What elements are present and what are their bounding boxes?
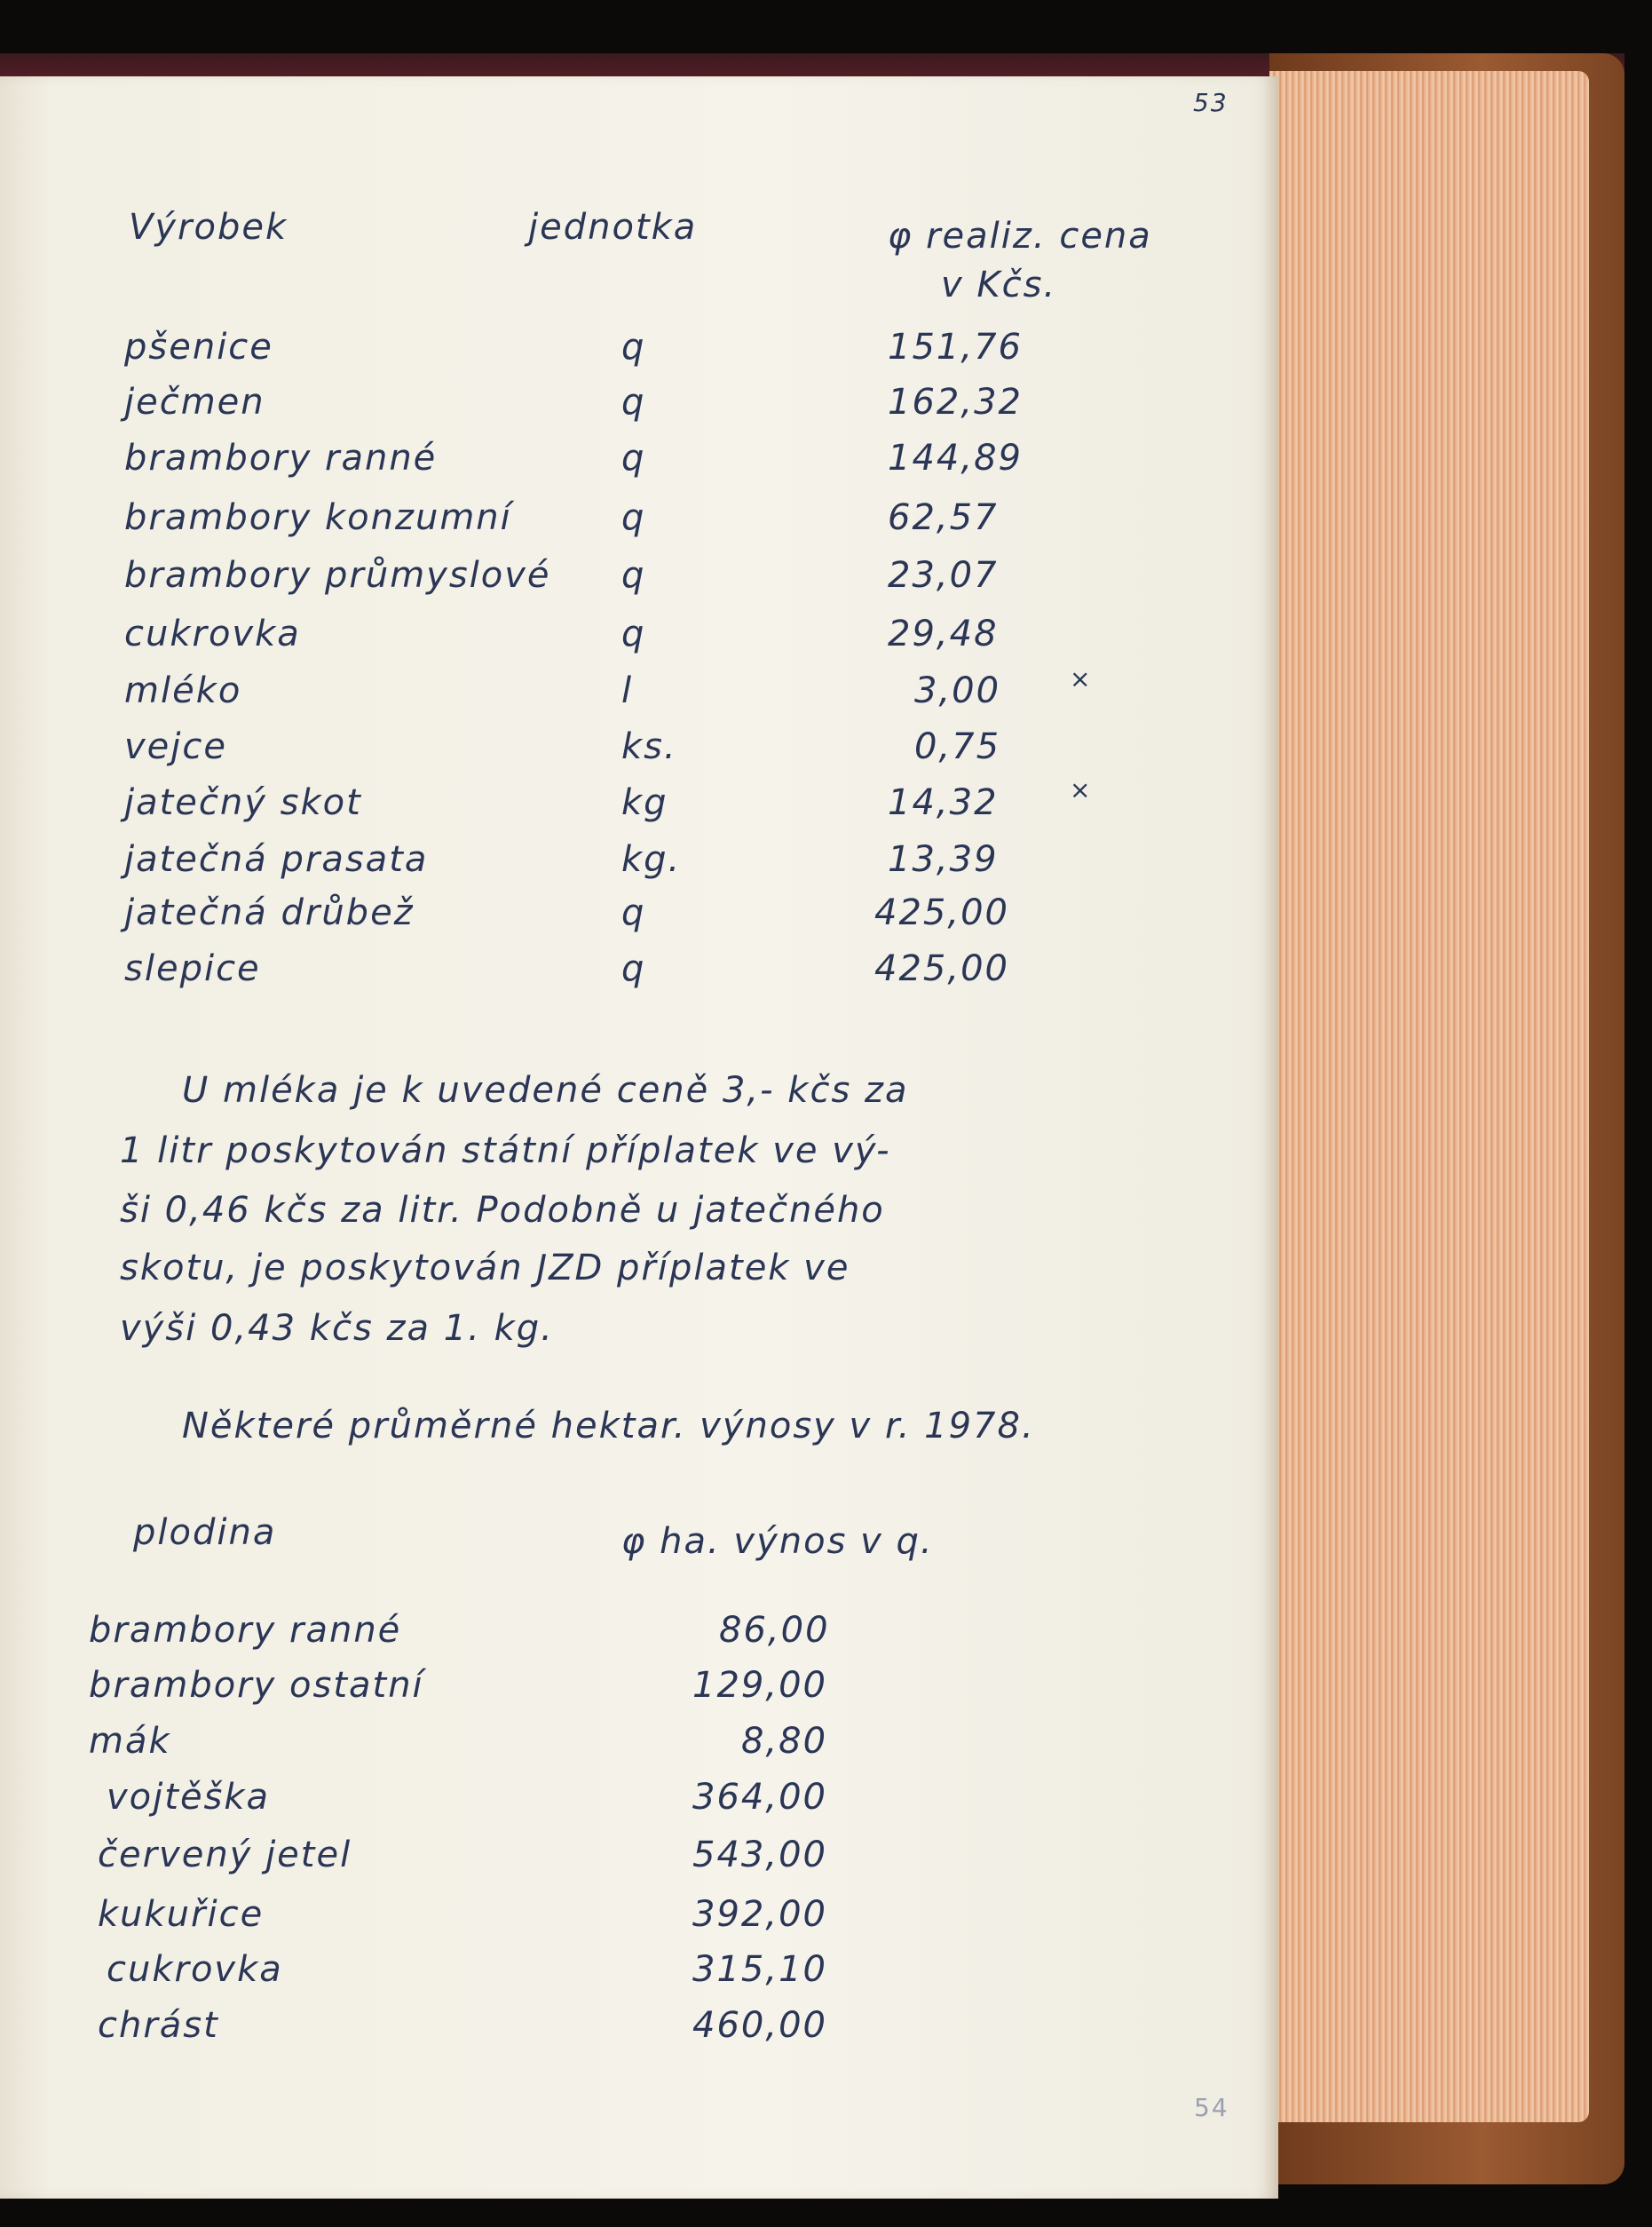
row-price: 23,07 [888, 555, 999, 596]
row-product: vejce [124, 726, 227, 767]
row-price: 425,00 [874, 892, 1009, 933]
row-product: jatečná drůbež [124, 892, 415, 933]
row-product: jatečný skot [124, 782, 362, 823]
yield-row-crop: červený jetel [98, 1835, 352, 1875]
paragraph-line: U mléka je k uvedené ceně 3,- kčs za [182, 1070, 909, 1111]
yield-row-crop: mák [89, 1721, 171, 1762]
yield-row-value: 129,00 [692, 1665, 827, 1706]
yield-row-value: 460,00 [692, 2005, 827, 2046]
page-number: 53 [1193, 88, 1229, 117]
yield-row-value: 364,00 [692, 1777, 827, 1818]
row-product: mléko [124, 670, 242, 711]
row-product: jatečná prasata [124, 839, 429, 880]
yield-row-crop: brambory ranné [89, 1610, 402, 1651]
row-unit: q [621, 892, 646, 933]
row-product: cukrovka [124, 614, 301, 654]
row-unit: q [621, 614, 646, 654]
yield-row-crop: chrást [98, 2005, 219, 2046]
paragraph-line: 1 litr poskytován státní příplatek ve vý- [120, 1130, 891, 1171]
paragraph-line: skotu, je poskytován JZD příplatek ve [120, 1248, 850, 1288]
header-product: Výrobek [129, 207, 289, 248]
yield-row-value: 392,00 [692, 1894, 827, 1935]
row-price: 29,48 [888, 614, 999, 654]
yield-row-crop: cukrovka [107, 1949, 283, 1990]
header-crop: plodina [133, 1512, 277, 1553]
corner-number: 54 [1194, 2093, 1229, 2122]
row-unit: q [621, 382, 646, 423]
row-unit: q [621, 497, 646, 538]
yield-row-value: 8,80 [741, 1721, 828, 1762]
row-product: brambory ranné [124, 438, 438, 479]
row-note: × [1070, 664, 1093, 693]
yield-row-value: 86,00 [719, 1610, 830, 1651]
row-product: brambory průmyslové [124, 555, 551, 596]
row-unit: kg. [621, 839, 682, 880]
row-product: pšenice [124, 327, 273, 368]
row-price: 425,00 [874, 948, 1009, 989]
row-price: 144,89 [888, 438, 1023, 479]
yield-row-crop: vojtěška [107, 1777, 271, 1818]
row-price: 14,32 [888, 782, 999, 823]
yield-row-crop: kukuřice [98, 1894, 265, 1935]
row-unit: kg [621, 782, 668, 823]
row-price: 162,32 [888, 382, 1023, 423]
yield-row-value: 315,10 [692, 1949, 827, 1990]
page-edges [1269, 71, 1589, 2122]
paragraph-line: ši 0,46 kčs za litr. Podobně u jatečného [120, 1190, 885, 1231]
row-unit: q [621, 438, 646, 479]
row-unit: l [621, 670, 634, 711]
ledger-page [0, 76, 1278, 2199]
row-price: 0,75 [914, 726, 1001, 767]
row-price: 151,76 [888, 327, 1023, 368]
row-price: 3,00 [914, 670, 1001, 711]
row-product: ječmen [124, 382, 265, 423]
header-unit: jednotka [528, 207, 698, 248]
paragraph-line: výši 0,43 kčs za 1. kg. [120, 1308, 554, 1349]
header-yield: φ ha. výnos v q. [621, 1521, 934, 1562]
yields-heading: Některé průměrné hektar. výnosy v r. 1978. [182, 1406, 1035, 1446]
row-price: 13,39 [888, 839, 999, 880]
row-note: × [1070, 775, 1093, 804]
row-price: 62,57 [888, 497, 999, 538]
yield-row-crop: brambory ostatní [89, 1665, 424, 1706]
header-price-unit: v Kčs. [941, 265, 1057, 305]
row-product: slepice [124, 948, 261, 989]
yield-row-value: 543,00 [692, 1835, 827, 1875]
row-unit: q [621, 555, 646, 596]
header-price: φ realiz. cena [888, 216, 1152, 257]
row-unit: q [621, 948, 646, 989]
row-unit: ks. [621, 726, 677, 767]
row-product: brambory konzumní [124, 497, 512, 538]
row-unit: q [621, 327, 646, 368]
